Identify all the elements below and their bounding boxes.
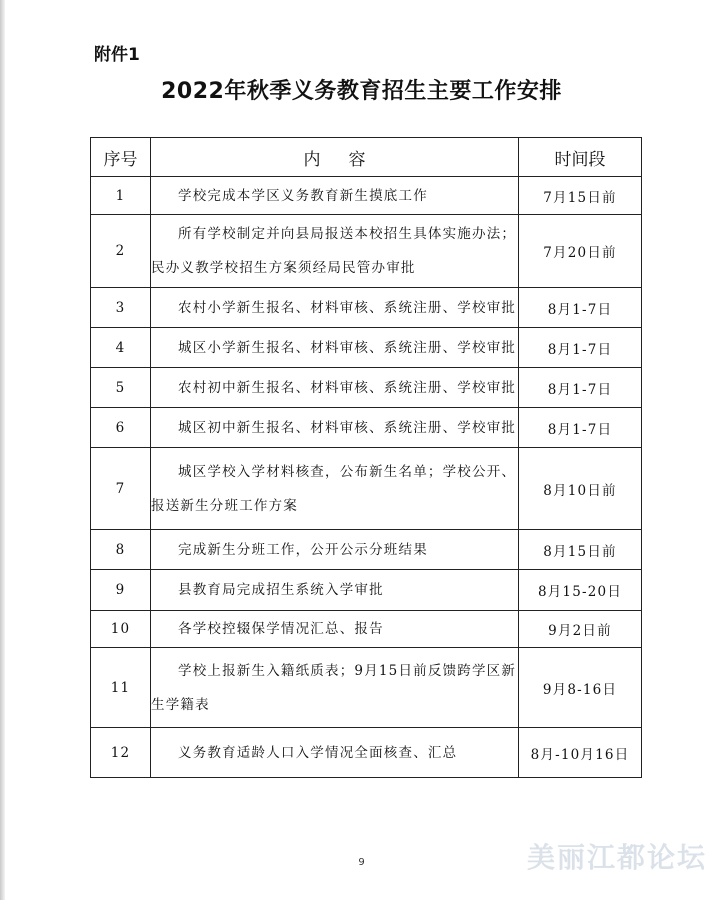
row-content	[151, 288, 519, 328]
row-time: 8月1-7日	[519, 288, 642, 328]
table-row	[91, 728, 642, 778]
row-content	[151, 728, 519, 778]
forum-watermark: 美丽江都论坛	[526, 841, 707, 874]
row-seq: 11	[91, 648, 151, 728]
table-row	[91, 408, 642, 448]
header-content: 内容	[151, 138, 519, 177]
row-content-text: 学校完成本学区义务教育新生摸底工作	[178, 187, 428, 204]
row-content-text: 各学校控辍保学情况汇总、报告	[178, 621, 384, 637]
row-content-text: 所有学校制定并向县局报送本校招生具体实施办法；民办义教学校招生方案须经局民管办审批	[151, 226, 517, 276]
row-content-text: 完成新生分班工作，公开公示分班结果	[178, 541, 428, 558]
row-time: 9月8-16日	[519, 648, 642, 728]
table-row	[91, 288, 642, 328]
row-seq: 6	[91, 408, 151, 448]
row-content-text: 城区学校入学材料核查，公布新生名单；学校公开、报送新生分班工作方案	[151, 463, 517, 514]
table-header-row	[91, 138, 642, 177]
table-row	[91, 368, 642, 408]
row-seq: 10	[91, 611, 151, 648]
row-content-text: 农村初中新生报名、材料审核、系统注册、学校审批	[178, 379, 517, 396]
row-seq: 2	[91, 215, 151, 288]
row-content	[151, 530, 519, 570]
row-seq: 4	[91, 328, 151, 368]
page-number: 9	[358, 857, 365, 868]
row-seq: 1	[91, 177, 151, 215]
table-row	[91, 448, 642, 530]
row-content	[151, 215, 519, 288]
row-content	[151, 448, 519, 530]
row-seq: 7	[91, 448, 151, 530]
row-content	[151, 408, 519, 448]
table-row	[91, 611, 642, 648]
row-content	[151, 368, 519, 408]
row-content-text: 义务教育适龄人口入学情况全面核查、汇总	[178, 744, 458, 761]
row-time: 8月15日前	[519, 530, 642, 570]
table-row	[91, 215, 642, 288]
row-content-text: 城区小学新生报名、材料审核、系统注册、学校审批	[178, 339, 517, 356]
row-seq: 8	[91, 530, 151, 570]
schedule-table	[90, 137, 642, 778]
document-title: 2022年秋季义务教育招生主要工作安排	[161, 79, 562, 104]
table-row	[91, 570, 642, 611]
row-time: 8月1-7日	[519, 368, 642, 408]
row-time: 7月20日前	[519, 215, 642, 288]
row-seq: 3	[91, 288, 151, 328]
table-row	[91, 328, 642, 368]
row-content-text: 学校上报新生入籍纸质表；9月15日前反馈跨学区新生学籍表	[151, 662, 517, 713]
row-time: 7月15日前	[519, 177, 642, 215]
row-time: 8月1-7日	[519, 328, 642, 368]
row-content	[151, 648, 519, 728]
header-time: 时间段	[519, 138, 642, 177]
row-time: 9月2日前	[519, 611, 642, 648]
row-content-text: 农村小学新生报名、材料审核、系统注册、学校审批	[178, 299, 517, 316]
attachment-label: 附件1	[94, 45, 140, 65]
row-content	[151, 177, 519, 215]
header-seq: 序号	[91, 138, 151, 177]
row-time: 8月1-7日	[519, 408, 642, 448]
row-content	[151, 328, 519, 368]
table-row	[91, 648, 642, 728]
row-time: 8月15-20日	[519, 570, 642, 611]
row-seq: 12	[91, 728, 151, 778]
table-row	[91, 530, 642, 570]
row-time: 8月10日前	[519, 448, 642, 530]
scan-left-edge	[0, 0, 5, 900]
table-row	[91, 177, 642, 215]
row-content-text: 县教育局完成招生系统入学审批	[178, 582, 384, 598]
row-seq: 9	[91, 570, 151, 611]
row-content	[151, 570, 519, 611]
row-content	[151, 611, 519, 648]
row-content-text: 城区初中新生报名、材料审核、系统注册、学校审批	[178, 419, 517, 436]
row-seq: 5	[91, 368, 151, 408]
row-time: 8月-10月16日	[519, 728, 642, 778]
